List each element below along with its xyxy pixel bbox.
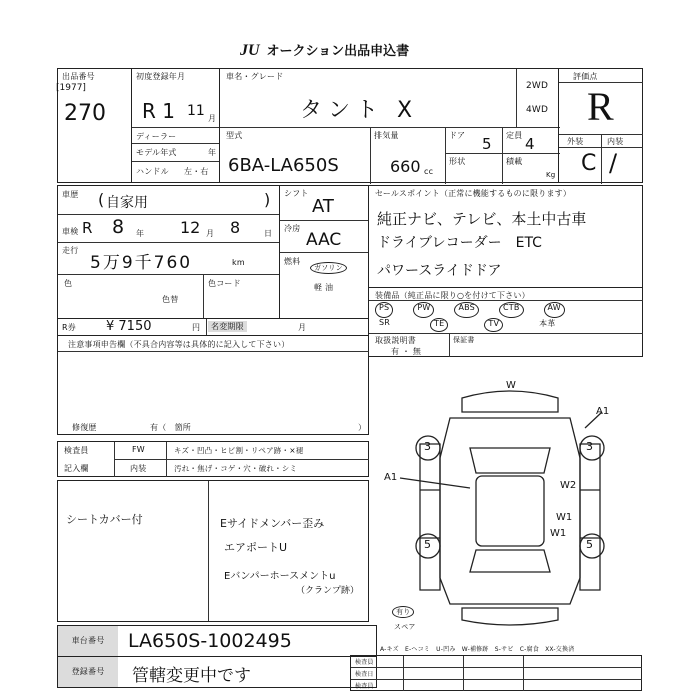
expiry-month-unit: 月 [298, 323, 307, 332]
warranty-label: 保証書 [453, 336, 475, 344]
usage-value: 自家用 [106, 195, 148, 211]
table-label-1: 検査員 [355, 659, 374, 666]
shaken-label: 車検 [62, 227, 79, 236]
scale-row-1: キズ・凹凸・ヒビ割・リペア跡・×褪 [174, 446, 304, 455]
lot-number: 270 [64, 101, 106, 126]
inspection-table [350, 655, 642, 691]
shaken-month-unit: 月 [206, 229, 215, 238]
spare-label: スペア [394, 623, 416, 631]
reg-value: 管轄変更中です [132, 666, 251, 686]
manual-label: 取扱説明書 [375, 336, 416, 345]
equip-abs: ABS [454, 302, 479, 318]
manual-options: 有 ・ 無 [391, 347, 422, 356]
shift-box [279, 185, 369, 319]
doors: 5 [482, 135, 492, 153]
repair-label: 修復歴 [72, 423, 97, 432]
recycle-box [57, 318, 369, 336]
inspector-box [57, 441, 369, 477]
equip-leather: 本革 [539, 319, 556, 328]
registration-value: R 1 [142, 99, 175, 123]
interior-value: / [609, 149, 618, 177]
mileage-label: 走行 [62, 246, 79, 255]
mark-wheel-fl: 3 [424, 440, 431, 453]
usage-box: 車歴 自家用 ( ) 車検 R 8 年 12 月 8 日 走行 5万9千760 km 色 色コード 色替 [57, 185, 280, 319]
inner-label: 内装 [130, 464, 147, 473]
header [240, 40, 470, 60]
mark-wheel-fr: 3 [586, 440, 593, 453]
mark-wheel-rl: 5 [424, 538, 431, 551]
interior-label: 内装 [607, 137, 624, 146]
mark-right-w1a: W1 [556, 512, 573, 523]
displacement-unit: cc [424, 167, 434, 176]
table-label-3: 検査員 [355, 683, 374, 690]
form-title: オークション出品申込書 [266, 44, 410, 59]
shaken-year-unit: 年 [136, 229, 145, 238]
equipment-label: 装備品（純正品に限り○を付けて下さい） [375, 291, 530, 300]
sales-points-box [368, 185, 643, 288]
notes-box [57, 335, 369, 435]
fw-label: FW [132, 445, 145, 454]
registration-month-unit: 月 [208, 114, 217, 123]
mark-wheel-rr: 5 [586, 538, 593, 551]
mark-right-w1b: W1 [550, 528, 567, 539]
rating-label: 評価点 [573, 72, 598, 81]
ju-logo: JU [240, 42, 260, 59]
entry-label: 記入欄 [64, 464, 89, 473]
notes-label: 注意事項申告欄（不具合内容等は具体的に記入して下さい） [68, 340, 290, 349]
dealer-label: ディーラー [136, 132, 177, 141]
fuel-other: 軽 油 [314, 283, 334, 292]
exterior-value: C [581, 151, 597, 176]
mark-right-w2: W2 [560, 480, 577, 491]
color-code-label: 色コード [208, 279, 241, 288]
comment-3: エアポートU [224, 541, 288, 554]
wd2-label: 2WD [526, 81, 549, 91]
load-label: 積載 [506, 157, 523, 166]
equip-pw: PW [413, 302, 434, 318]
usage-label: 車歴 [62, 190, 79, 199]
handle-label: ハンドル [136, 167, 169, 176]
vehicle-box [219, 68, 559, 183]
sales-point-3: パワースライドドア [377, 263, 502, 279]
table-label-2: 検査日 [355, 671, 374, 678]
lot-small-number: [1977] [56, 83, 86, 93]
chassis-number: LA650S-1002495 [128, 630, 292, 652]
shaken-month: 12 [180, 218, 201, 237]
color-label: 色 [64, 279, 73, 288]
comments-box [57, 480, 369, 622]
registration-number-box [57, 656, 377, 688]
inspector-label: 検査員 [64, 446, 89, 455]
mileage-unit: km [232, 258, 245, 267]
comment-5: （クランプ跡） [296, 586, 360, 596]
equipment-row-2 [371, 318, 641, 332]
comment-1: シートカバー付 [66, 513, 143, 526]
mark-front-w: W [506, 380, 516, 391]
recycle-label: R券 [62, 323, 76, 332]
scale-row-2: 汚れ・焦げ・コゲ・穴・破れ・シミ [174, 464, 298, 473]
doors-label: ドア [449, 131, 466, 140]
shaken-day: 8 [230, 218, 241, 237]
sales-point-2: ドライブレコーダー ETC [377, 235, 542, 251]
spare-mark: 有り [392, 606, 414, 618]
lot-box [57, 68, 132, 183]
model-year-unit: 年 [208, 148, 217, 157]
recycle-unit: 円 [192, 323, 201, 332]
lot-label: 出品番号 [62, 72, 95, 81]
shift-value: AT [312, 196, 334, 217]
model-code: 6BA-LA650S [228, 155, 339, 176]
equip-aw: AW [544, 302, 565, 318]
chassis-box [57, 625, 377, 657]
shape-label: 形状 [449, 157, 466, 166]
sales-point-1: 純正ナビ、テレビ、本土中古車 [377, 210, 587, 228]
capacity-label: 定員 [506, 131, 523, 140]
equip-ctb: CTB [499, 302, 524, 318]
exterior-label: 外装 [567, 137, 584, 146]
rating-value: R [587, 84, 614, 129]
equip-te: TE [430, 318, 448, 332]
rating-box [558, 68, 643, 183]
reg-label: 登録番号 [58, 657, 118, 687]
color-no-label: 色替 [162, 295, 179, 304]
equip-ps: PS [375, 302, 393, 318]
repair-value: 有（ 箇所 [150, 423, 191, 432]
repair-close: ） [358, 423, 367, 432]
registration-box [131, 68, 220, 183]
equip-tv: TV [484, 318, 503, 332]
handle-options: 左・右 [184, 167, 209, 176]
type-label: 型式 [226, 131, 243, 140]
shift-label: シフト [284, 189, 309, 198]
mark-left-a1: A1 [384, 472, 398, 483]
displacement-label: 排気量 [374, 131, 399, 140]
load-unit: Kg [546, 171, 556, 179]
damage-legend: A-キズ E-ヘコミ U-凹み W-補修跡 S-サビ C-腐食 XX-交換済 [380, 646, 575, 653]
recycle-value: ¥ 7150 [106, 319, 152, 334]
equip-sr: SR [379, 318, 391, 327]
wd4-label: 4WD [526, 105, 549, 115]
displacement: 660 [390, 157, 421, 176]
chassis-label: 車台番号 [58, 626, 118, 656]
ac-label: 冷房 [284, 224, 301, 233]
registration-label: 初度登録年月 [136, 72, 186, 81]
shaken-year: 8 [112, 216, 125, 238]
mark-right-a1: A1 [596, 406, 610, 417]
shaken-era: R [82, 219, 93, 237]
comment-2: Eサイドメンバー歪み [220, 517, 325, 530]
sales-points-label: セールスポイント（正常に機能するものに限ります） [375, 189, 572, 198]
mileage-value: 5万9千760 [90, 253, 193, 273]
expiry-label: 名変期限 [208, 321, 247, 332]
capacity: 4 [525, 135, 535, 153]
vehicle-name: タント X [300, 98, 419, 123]
equipment-box [368, 287, 643, 357]
fuel-value: ガソリン [310, 262, 347, 274]
vehicle-name-label: 車名・グレード [226, 72, 284, 81]
fuel-label: 燃料 [284, 257, 301, 266]
comment-4: Eバンパーホースメントu [224, 571, 336, 582]
model-year-label: モデル年式 [136, 148, 177, 157]
ac-value: AAC [306, 230, 342, 250]
shaken-day-unit: 日 [264, 229, 273, 238]
equipment-row-1 [371, 302, 641, 318]
registration-month: 11 [187, 103, 205, 119]
